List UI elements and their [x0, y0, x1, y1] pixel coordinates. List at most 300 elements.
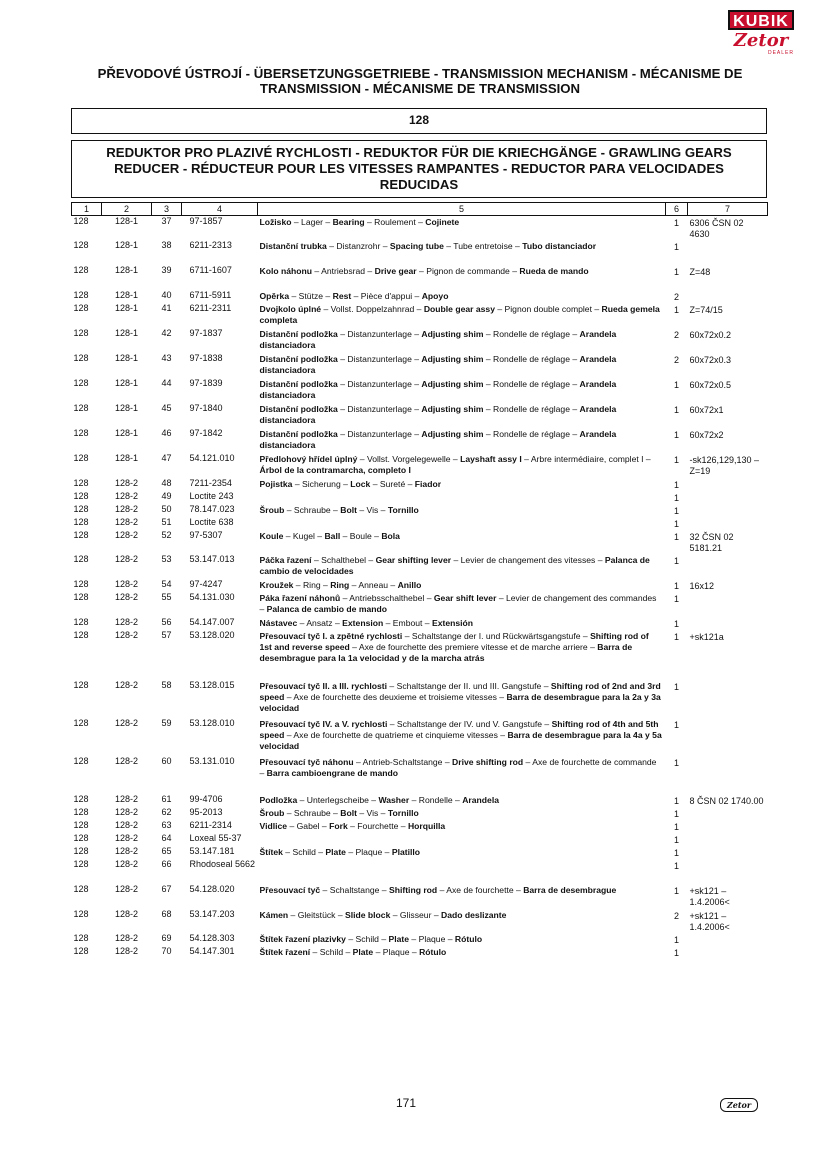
position-cell: 50 — [161, 504, 172, 514]
description-text: – Distanzunterlage – — [337, 354, 422, 364]
part-number-cell: 97-4247 — [189, 579, 223, 589]
part-number-cell: 6711-1607 — [189, 265, 232, 275]
column-header: 4 — [182, 203, 258, 216]
description-text: – Plaque – — [345, 847, 392, 857]
description-term: Tornillo — [387, 808, 419, 818]
group-cell: 128 — [73, 265, 89, 275]
column-header: 1 — [72, 203, 102, 216]
description-term: Ball — [324, 531, 341, 541]
description-term: Shifting rod of 1st and reverse speed — [259, 631, 649, 652]
description-cell — [258, 846, 666, 859]
table-row — [72, 807, 768, 820]
drawing-cell: 128-1 — [114, 265, 139, 275]
note-cell — [688, 846, 768, 859]
position-cell: 54 — [161, 579, 172, 589]
position-cell: 70 — [161, 946, 172, 956]
description-term: Přesouvací tyč náhonu — [259, 757, 354, 767]
position-cell: 46 — [161, 428, 172, 438]
quantity-cell: 1 — [673, 935, 679, 945]
group-cell: 128 — [73, 453, 89, 463]
part-number-cell: 53.147.013 — [189, 554, 235, 564]
drawing-cell: 128-1 — [114, 240, 139, 250]
position-cell: 49 — [161, 491, 172, 501]
description-term: Distanční trubka — [259, 241, 327, 251]
drawing-cell: 128-2 — [114, 807, 139, 817]
quantity-cell: 1 — [673, 848, 679, 858]
description-term: Dvojkolo úplné — [259, 304, 322, 314]
table-row — [72, 504, 768, 517]
table-row — [72, 933, 768, 946]
note-cell: 32 ČSN 02 5181.21 — [689, 532, 734, 553]
group-cell: 128 — [73, 517, 89, 527]
position-cell: 60 — [161, 756, 172, 766]
description-term: Spacing tube — [389, 241, 444, 251]
section-title-box — [71, 140, 767, 198]
description-term: Přesouvací tyč I. a zpětné rychlosti — [259, 631, 403, 641]
description-cell — [258, 478, 666, 491]
note-cell — [688, 756, 768, 794]
note-cell — [688, 554, 768, 579]
drawing-cell: 128-1 — [114, 428, 139, 438]
table-row — [72, 833, 768, 846]
section-title-line-3: REDUCIDAS — [379, 177, 459, 192]
description-term: Fiador — [414, 479, 442, 489]
description-term: Extension — [342, 618, 384, 628]
description-term: Šroub — [259, 505, 285, 515]
column-header: 3 — [152, 203, 182, 216]
description-cell — [258, 909, 666, 933]
column-header: 6 — [666, 203, 688, 216]
part-number-cell: 97-1857 — [189, 216, 223, 226]
description-text: – Vollst. Doppelzahnrad – — [321, 304, 424, 314]
group-cell: 128 — [73, 303, 89, 313]
table-row — [72, 909, 768, 933]
note-cell — [688, 718, 768, 756]
description-term: Tubo distanciador — [522, 241, 597, 251]
description-term: Nástavec — [259, 618, 298, 628]
description-text: – Rondelle de réglage – — [483, 429, 580, 439]
description-text: – Pièce d'appui – — [351, 291, 422, 301]
group-cell: 128 — [73, 933, 89, 943]
description-text: – Axe de fourchette des premiere vitesse et de marche arriere – — [349, 642, 598, 652]
description-text: – Schild – — [282, 847, 326, 857]
table-row — [72, 478, 768, 491]
table-row — [72, 946, 768, 959]
drawing-cell: 128-2 — [114, 946, 139, 956]
quantity-cell: 1 — [673, 405, 679, 415]
note-cell: 60x72x0.3 — [689, 355, 732, 365]
table-row — [72, 680, 768, 718]
description-term: Pojistka — [259, 479, 293, 489]
description-term: Bola — [381, 531, 400, 541]
position-cell: 40 — [161, 290, 172, 300]
description-cell — [258, 554, 666, 579]
quantity-cell: 1 — [673, 861, 679, 871]
note-cell — [688, 592, 768, 617]
note-cell — [688, 504, 768, 517]
description-text: – Schaltstange der I. und Rückwärtsgangstufe – — [402, 631, 591, 641]
description-cell — [258, 491, 666, 504]
part-number-cell: 54.147.007 — [189, 617, 235, 627]
quantity-cell: 1 — [673, 632, 679, 642]
part-number-cell: 53.128.010 — [189, 718, 235, 728]
group-cell: 128 — [73, 478, 89, 488]
footer-zetor-logo: Zetor — [720, 1098, 758, 1112]
description-text: – Distanzrohr – — [326, 241, 390, 251]
position-cell: 56 — [161, 617, 172, 627]
description-term: Plate — [325, 847, 346, 857]
note-cell — [688, 946, 768, 959]
description-cell — [258, 428, 666, 453]
part-number-cell: 97-1839 — [189, 378, 223, 388]
drawing-cell: 128-2 — [114, 554, 139, 564]
quantity-cell: 1 — [673, 682, 679, 692]
table-row — [72, 579, 768, 592]
description-cell — [258, 353, 666, 378]
description-text: – Distanzunterlage – — [337, 329, 422, 339]
parts-table — [71, 202, 768, 959]
description-term: Palanca de cambio de mando — [266, 604, 388, 614]
description-cell — [258, 303, 666, 328]
description-term: Štítek — [259, 847, 283, 857]
description-cell — [258, 884, 666, 909]
description-cell — [258, 718, 666, 756]
description-term: Šroub — [259, 808, 285, 818]
description-term: Rótulo — [419, 947, 447, 957]
drawing-cell: 128-2 — [114, 846, 139, 856]
quantity-cell: 1 — [673, 242, 679, 252]
description-text: – Kugel – — [283, 531, 325, 541]
part-number-cell: 97-1842 — [189, 428, 223, 438]
note-cell — [688, 617, 768, 630]
quantity-cell: 1 — [673, 267, 679, 277]
drawing-cell: 128-2 — [114, 933, 139, 943]
description-term: Drive shifting rod — [452, 757, 524, 767]
part-number-cell: 78.147.023 — [189, 504, 235, 514]
description-term: Koule — [259, 531, 284, 541]
description-term: Barra de desembrague para la 4a y 5a velocidad — [259, 730, 662, 751]
description-term: Přesouvací tyč II. a III. rychlosti — [259, 681, 388, 691]
description-term: Arandela distanciadora — [259, 329, 617, 350]
position-cell: 64 — [161, 833, 172, 843]
description-text: – Sureté – — [370, 479, 415, 489]
group-cell: 128 — [73, 328, 89, 338]
logo-dealer-text: DEALER — [767, 50, 794, 56]
description-text: – Rondelle de réglage – — [483, 329, 580, 339]
quantity-cell: 1 — [673, 480, 679, 490]
drawing-cell: 128-2 — [114, 579, 139, 589]
table-row — [72, 290, 768, 303]
drawing-cell: 128-2 — [114, 504, 139, 514]
position-cell: 66 — [161, 859, 172, 869]
note-cell: 60x72x0.5 — [689, 380, 732, 390]
note-cell — [688, 859, 768, 884]
quantity-cell: 1 — [673, 822, 679, 832]
part-number-cell: Rhodoseal 5662 — [189, 859, 256, 869]
page-number: 171 — [396, 1096, 417, 1110]
description-text: – Distanzunterlage – — [337, 404, 422, 414]
description-text: – Vollst. Vorgelegewelle – — [357, 454, 461, 464]
position-cell: 67 — [161, 884, 172, 894]
description-cell — [258, 630, 666, 680]
description-text: – Distanzunterlage – — [337, 379, 422, 389]
description-term: Kolo náhonu — [259, 266, 313, 276]
drawing-cell: 128-2 — [114, 718, 139, 728]
column-header: 2 — [102, 203, 152, 216]
group-cell: 128 — [73, 846, 89, 856]
group-cell: 128 — [73, 820, 89, 830]
description-text: – Pignon double complet – — [494, 304, 602, 314]
description-text: – Arbre intermédiaire, complet I – — [521, 454, 651, 464]
position-cell: 38 — [161, 240, 172, 250]
part-number-cell: 7211-2354 — [189, 478, 232, 488]
table-row — [72, 630, 768, 680]
description-text: – Schaltstange – — [320, 885, 389, 895]
description-text: – Schaltstange der II. und III. Gangstufe – — [387, 681, 551, 691]
part-number-cell: 53.128.020 — [189, 630, 235, 640]
description-cell — [258, 807, 666, 820]
table-row — [72, 794, 768, 807]
description-term: Rueda gemela completa — [259, 304, 660, 325]
description-term: Rótulo — [454, 934, 483, 944]
position-cell: 57 — [161, 630, 172, 640]
table-row — [72, 756, 768, 794]
quantity-cell: 1 — [673, 532, 679, 542]
drawing-cell: 128-1 — [114, 403, 139, 413]
description-term: Distanční podložka — [259, 379, 338, 389]
quantity-cell: 1 — [673, 796, 679, 806]
part-number-cell: Loxeal 55-37 — [189, 833, 242, 843]
group-cell: 128 — [73, 909, 89, 919]
description-cell — [258, 517, 666, 530]
description-text: – Tube entretoise – — [443, 241, 523, 251]
description-text: – Fourchette – — [347, 821, 408, 831]
description-text: – Rondelle de réglage – — [483, 354, 580, 364]
quantity-cell: 2 — [673, 911, 679, 921]
description-term: Páčka řazení — [259, 555, 312, 565]
description-cell — [258, 504, 666, 517]
description-term: Washer — [378, 795, 410, 805]
part-number-cell: Loctite 638 — [189, 517, 234, 527]
drawing-cell: 128-2 — [114, 491, 139, 501]
description-cell — [258, 680, 666, 718]
position-cell: 65 — [161, 846, 172, 856]
description-term: Plate — [388, 934, 410, 944]
group-cell: 128 — [73, 718, 89, 728]
description-term: Double gear assy — [423, 304, 495, 314]
description-term: Árbol de la contramarcha, completo I — [259, 465, 411, 475]
quantity-cell: 1 — [673, 809, 679, 819]
description-term: Kroužek — [259, 580, 294, 590]
description-text: – Axe de fourchette des deuxieme et troisieme vitesses – — [284, 692, 507, 702]
description-term: Plate — [352, 947, 374, 957]
description-term: Platillo — [391, 847, 421, 857]
table-row — [72, 265, 768, 290]
group-cell: 128 — [73, 353, 89, 363]
description-term: Štítek řazení — [259, 947, 311, 957]
description-term: Barra de desembrague para la 2a y 3a velocidad — [259, 692, 661, 713]
description-text: – Schaltstange der IV. und V. Gangstufe – — [387, 719, 552, 729]
description-cell — [258, 530, 666, 554]
note-cell: +sk121a — [689, 632, 724, 642]
description-term: Gear shift lever — [433, 593, 497, 603]
table-row — [72, 846, 768, 859]
drawing-cell: 128-2 — [114, 517, 139, 527]
note-cell: Z=48 — [689, 267, 711, 277]
drawing-cell: 128-2 — [114, 794, 139, 804]
drawing-cell: 128-2 — [114, 630, 139, 640]
description-text: – Rondelle de réglage – — [483, 379, 580, 389]
description-cell — [258, 794, 666, 807]
position-cell: 41 — [161, 303, 172, 313]
drawing-cell: 128-2 — [114, 478, 139, 488]
group-cell: 128 — [73, 491, 89, 501]
table-row — [72, 240, 768, 265]
description-term: Arandela distanciadora — [259, 379, 617, 400]
description-text: – Ansatz – — [297, 618, 343, 628]
note-cell: 6306 ČSN 02 4630 — [689, 218, 744, 239]
description-text: – Schild – — [345, 934, 389, 944]
note-cell — [688, 478, 768, 491]
drawing-cell: 128-2 — [114, 820, 139, 830]
description-text: – Lager – — [291, 217, 333, 227]
position-cell: 68 — [161, 909, 172, 919]
part-number-cell: 54.147.301 — [189, 946, 235, 956]
group-number-box: 128 — [71, 108, 767, 134]
table-row — [72, 303, 768, 328]
table-row — [72, 428, 768, 453]
description-cell — [258, 453, 666, 478]
description-term: Lock — [350, 479, 371, 489]
document-title-line-2: TRANSMISSION - MÉCANISME DE TRANSMISSION — [259, 81, 581, 96]
description-term: Adjusting shim — [421, 354, 484, 364]
description-cell — [258, 378, 666, 403]
part-number-cell: 6211-2311 — [189, 303, 232, 313]
description-term: Dado deslizante — [441, 910, 507, 920]
description-text: – Antrieb-Schaltstange – — [353, 757, 453, 767]
quantity-cell: 1 — [673, 556, 679, 566]
section-title-line-2: REDUCER - RÉDUCTEUR POUR LES VITESSES RAMPANTES - REDUCTOR PARA VELOCIDADES — [114, 161, 724, 176]
description-text: – Levier de changement des commandes – — [259, 593, 657, 614]
group-cell: 128 — [73, 554, 89, 564]
quantity-cell: 1 — [673, 455, 679, 465]
drawing-cell: 128-1 — [114, 290, 139, 300]
group-cell: 128 — [73, 680, 89, 690]
description-term: Adjusting shim — [421, 404, 484, 414]
description-text: – Antriebsrad – — [312, 266, 375, 276]
description-term: Arandela distanciadora — [259, 404, 617, 425]
part-number-cell: 6211-2314 — [189, 820, 232, 830]
group-cell: 128 — [73, 428, 89, 438]
position-cell: 42 — [161, 328, 172, 338]
column-header: 7 — [688, 203, 768, 216]
section-title-line-1: REDUKTOR PRO PLAZIVÉ RYCHLOSTI - REDUKTOR FÜR DIE KRIECHGÄNGE - GRAWLING GEARS — [106, 145, 732, 160]
group-cell: 128 — [73, 504, 89, 514]
description-text: – Glisseur – — [390, 910, 442, 920]
position-cell: 55 — [161, 592, 172, 602]
note-cell: 8 ČSN 02 1740.00 — [689, 796, 764, 806]
description-text: – Gleitstück – — [288, 910, 345, 920]
part-number-cell: 97-1838 — [189, 353, 223, 363]
description-text: – Axe de fourchette de commande – — [259, 757, 657, 778]
description-cell — [258, 216, 666, 241]
quantity-cell: 1 — [673, 430, 679, 440]
description-term: Podložka — [259, 795, 298, 805]
description-term: Přesouvací tyč IV. a V. rychlosti — [259, 719, 388, 729]
group-cell: 128 — [73, 403, 89, 413]
description-term: Předlohový hřídel úplný — [259, 454, 358, 464]
description-text: – Stütze – — [289, 291, 333, 301]
position-cell: 61 — [161, 794, 172, 804]
note-cell: +sk121 – 1.4.2006< — [689, 911, 730, 932]
description-term: Přesouvací tyč — [259, 885, 321, 895]
table-row — [72, 328, 768, 353]
group-cell: 128 — [73, 290, 89, 300]
description-term: Bolt — [340, 808, 357, 818]
group-cell: 128 — [73, 240, 89, 250]
description-text: – Anneau – — [349, 580, 398, 590]
description-term: Palanca de cambio de velocidades — [259, 555, 650, 576]
description-text: – Schraube – — [284, 808, 341, 818]
group-cell: 128 — [73, 946, 89, 956]
part-number-cell: 54.121.010 — [189, 453, 235, 463]
part-number-cell: 95-2013 — [189, 807, 223, 817]
description-text: – Plaque – — [409, 934, 455, 944]
part-number-cell: 6211-2313 — [189, 240, 232, 250]
description-cell — [258, 833, 666, 846]
description-term: Horquilla — [407, 821, 446, 831]
group-cell: 128 — [73, 530, 89, 540]
group-cell: 128 — [73, 630, 89, 640]
quantity-cell: 1 — [673, 594, 679, 604]
logo-kubik-text: KUBIK — [728, 10, 794, 30]
description-term: Ring — [330, 580, 350, 590]
description-term: Rest — [332, 291, 352, 301]
description-text: – Plaque – — [373, 947, 420, 957]
description-term: Štítek řazení plazivky — [259, 934, 346, 944]
description-term: Arandela — [462, 795, 499, 805]
description-term: Barra de desembrague para la 1a velocidad y de la marcha atrás — [259, 642, 633, 663]
table-row — [72, 718, 768, 756]
note-cell: -sk126,129,130 – Z=19 — [689, 455, 760, 476]
description-cell — [258, 933, 666, 946]
drawing-cell: 128-1 — [114, 328, 139, 338]
quantity-cell: 1 — [673, 519, 679, 529]
description-term: Layshaft assy I — [460, 454, 522, 464]
part-number-cell: 54.128.303 — [189, 933, 235, 943]
description-text: – Unterlegscheibe – — [297, 795, 379, 805]
part-number-cell: 97-5307 — [189, 530, 223, 540]
position-cell: 53 — [161, 554, 172, 564]
note-cell: 16x12 — [689, 581, 715, 591]
description-term: Adjusting shim — [421, 429, 484, 439]
drawing-cell: 128-1 — [114, 453, 139, 463]
table-row — [72, 617, 768, 630]
note-cell — [688, 491, 768, 504]
description-term: Shifting rod of 2nd and 3rd speed — [259, 681, 661, 702]
table-row — [72, 378, 768, 403]
note-cell — [688, 820, 768, 833]
group-cell: 128 — [73, 617, 89, 627]
table-row — [72, 216, 768, 241]
part-number-cell: 6711-5911 — [189, 290, 232, 300]
column-header: 5 — [258, 203, 666, 216]
description-cell — [258, 579, 666, 592]
description-cell — [258, 617, 666, 630]
description-text: – Roulement – — [364, 217, 426, 227]
description-term: Drive gear — [374, 266, 417, 276]
table-row — [72, 353, 768, 378]
